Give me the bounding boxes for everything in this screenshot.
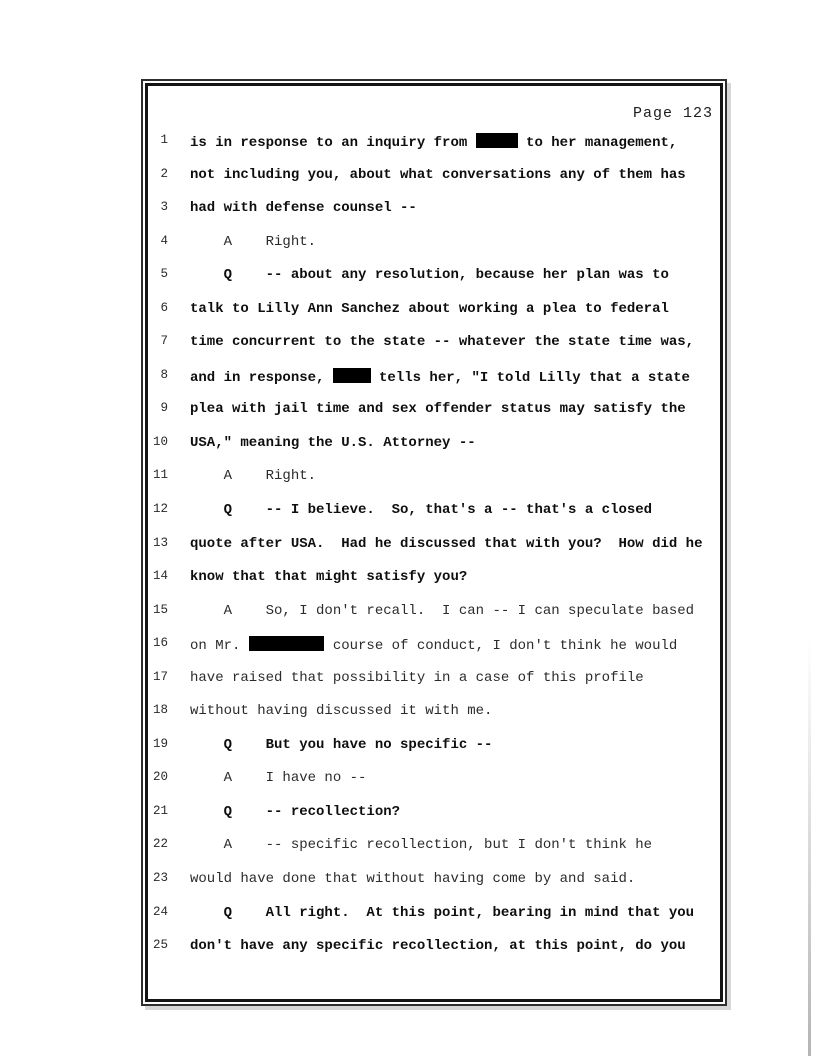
line-number: 25 — [152, 938, 168, 953]
line-text: talk to Lilly Ann Sanchez about working a plea to federal — [190, 300, 669, 317]
line-text: A -- specific recollection, but I don't think he — [190, 837, 653, 854]
line-text: is in response to an inquiry from to her management, — [190, 135, 678, 151]
line-number: 1 — [160, 133, 168, 147]
transcript-line — [148, 871, 720, 905]
transcript-line — [148, 133, 720, 167]
line-text: time concurrent to the state -- whatever the state time was, — [190, 334, 695, 351]
redaction-box — [333, 368, 371, 383]
page-frame — [141, 79, 727, 1006]
line-text: plea with jail time and sex offender status may satisfy the — [190, 401, 686, 418]
transcript-line — [148, 502, 720, 536]
line-text: Q But you have no specific -- — [190, 736, 493, 753]
line-number: 23 — [152, 871, 168, 886]
transcript-line — [148, 804, 720, 838]
transcript-line — [148, 234, 720, 268]
page-number-label: Page 123 — [632, 105, 713, 122]
line-number: 18 — [152, 703, 168, 718]
transcript-line — [148, 536, 720, 570]
line-text: and in response, tells her, "I told Lilly that a state — [190, 369, 690, 386]
transcript-line — [148, 334, 720, 368]
transcript-line — [148, 636, 720, 670]
transcript-body — [148, 133, 720, 972]
transcript-line — [148, 401, 720, 435]
scan-edge-artifact — [808, 640, 811, 1056]
line-number: 8 — [160, 367, 168, 382]
line-text: A So, I don't recall. I can -- I can speculate based — [190, 602, 695, 619]
line-number: 9 — [160, 401, 168, 416]
line-text: had with defense counsel -- — [190, 200, 417, 217]
line-number: 4 — [160, 233, 168, 248]
line-text: Q -- about any resolution, because her plan was to — [190, 267, 669, 284]
line-number: 5 — [160, 267, 168, 282]
line-number: 13 — [152, 535, 168, 550]
transcript-line — [148, 569, 720, 603]
line-number: 20 — [152, 770, 168, 785]
line-text: have raised that possibility in a case of this profile — [190, 669, 644, 686]
line-text: A I have no -- — [190, 770, 367, 787]
line-number: 12 — [152, 502, 168, 517]
transcript-line — [148, 905, 720, 939]
transcript-line — [148, 837, 720, 871]
line-number: 3 — [160, 200, 168, 215]
line-number: 11 — [152, 468, 168, 483]
transcript-line — [148, 435, 720, 469]
line-number: 24 — [152, 904, 168, 919]
line-text: Q -- recollection? — [190, 803, 401, 820]
line-number: 7 — [160, 334, 168, 349]
transcript-line — [148, 368, 720, 402]
line-text: Q -- I believe. So, that's a -- that's a closed — [190, 502, 653, 519]
line-number: 2 — [160, 166, 168, 181]
line-number: 14 — [152, 569, 168, 584]
line-text: A Right. — [190, 233, 317, 250]
line-text: USA," meaning the U.S. Attorney -- — [190, 434, 476, 451]
transcript-line — [148, 200, 720, 234]
transcript-line — [148, 468, 720, 502]
transcript-line — [148, 603, 720, 637]
line-number: 10 — [152, 434, 168, 449]
transcript-line — [148, 301, 720, 335]
line-text: would have done that without having come by and said. — [190, 871, 636, 888]
page-border-inner — [145, 83, 723, 1002]
line-text: without having discussed it with me. — [190, 703, 493, 720]
line-number: 17 — [152, 669, 168, 684]
transcript-line — [148, 267, 720, 301]
line-text: A Right. — [190, 468, 317, 485]
transcript-line — [148, 938, 720, 972]
line-number: 6 — [160, 300, 168, 315]
line-number: 22 — [152, 837, 168, 852]
line-text: on Mr. course of conduct, I don't think he would — [190, 638, 678, 655]
redaction-box — [249, 636, 325, 651]
line-text: quote after USA. Had he discussed that with you? How did he — [190, 535, 703, 552]
line-text: don't have any specific recollection, at this point, do you — [190, 938, 686, 955]
line-text: know that that might satisfy you? — [190, 569, 468, 586]
redaction-box — [476, 133, 518, 148]
line-number: 16 — [152, 636, 168, 651]
transcript-line — [148, 737, 720, 771]
line-number: 15 — [152, 602, 168, 617]
transcript-line — [148, 167, 720, 201]
line-text: Q All right. At this point, bearing in mind that you — [190, 904, 695, 921]
line-number: 19 — [152, 736, 168, 751]
line-number: 21 — [152, 803, 168, 818]
transcript-line — [148, 703, 720, 737]
transcript-line — [148, 670, 720, 704]
line-text: not including you, about what conversations any of them has — [190, 166, 686, 183]
transcript-line — [148, 770, 720, 804]
